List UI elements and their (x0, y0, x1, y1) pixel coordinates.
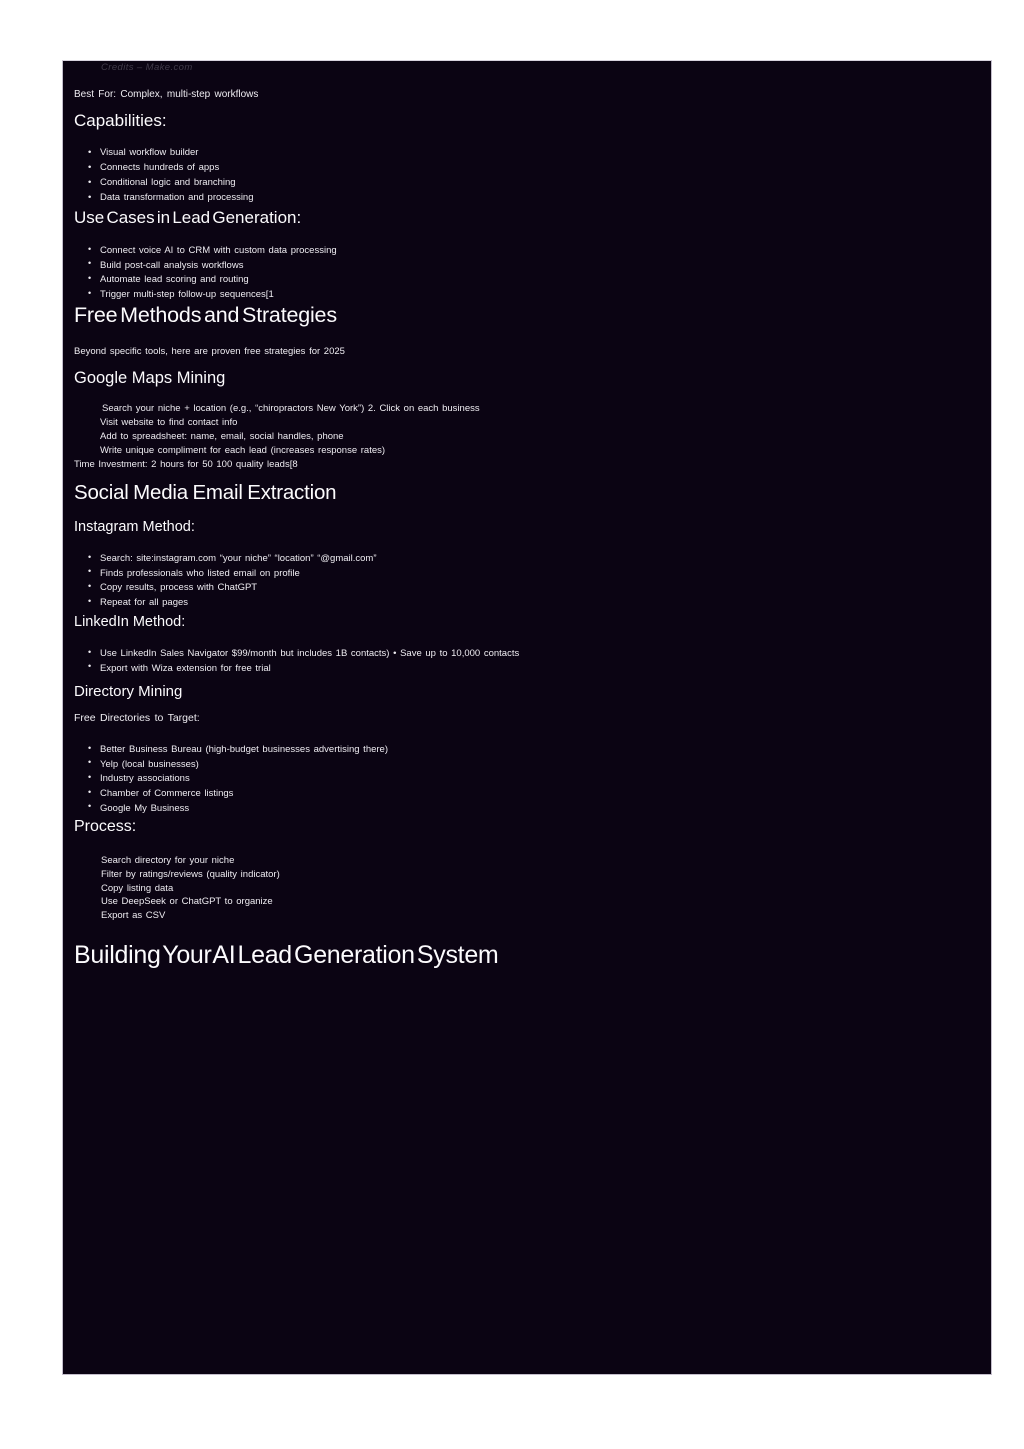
list-item-text: Search: site:instagram.com “your niche” “location” “@gmail.com” (100, 553, 377, 564)
list-item-text: Trigger multi-step follow-up sequences[1 (100, 289, 274, 301)
bullet-icon (88, 550, 91, 565)
bullet-icon (88, 564, 91, 579)
instagram-method-heading: Instagram Method: (74, 519, 195, 535)
free-methods-heading: Free Methods and Strategies (74, 303, 337, 327)
list-item (74, 647, 519, 662)
social-media-heading: Social Media Email Extraction (74, 481, 337, 504)
list-item (74, 802, 388, 817)
use-cases-list (74, 244, 337, 303)
google-maps-steps (74, 402, 480, 472)
list-item (74, 743, 388, 758)
bullet-icon (88, 579, 91, 594)
step-line: Search directory for your niche (101, 855, 235, 866)
linkedin-method-heading: LinkedIn Method: (74, 614, 186, 630)
bullet-icon (88, 145, 91, 160)
step-line: Copy listing data (101, 882, 174, 894)
step-line: Search your niche + location (e.g., “chiropractors New York”) 2. Click on each business (102, 403, 480, 414)
list-item-text: Better Business Bureau (high-budget businesses advertising there) (100, 744, 388, 755)
linkedin-method-list (74, 647, 519, 676)
list-item (74, 273, 337, 288)
directory-mining-heading: Directory Mining (74, 683, 183, 700)
list-item (74, 772, 388, 787)
google-maps-heading: Google Maps Mining (74, 369, 226, 387)
list-item-text: Export with Wiza extension for free trial (100, 662, 271, 674)
list-item (74, 145, 254, 160)
bullet-icon (88, 741, 91, 756)
list-item-text: Connects hundreds of apps (100, 162, 220, 173)
list-item-text: Build post-call analysis workflows (100, 259, 244, 271)
bullet-icon (88, 242, 91, 257)
list-item (74, 787, 388, 802)
directories-list (74, 743, 388, 817)
list-item (74, 259, 337, 274)
list-item-text: Connect voice AI to CRM with custom data processing (100, 245, 337, 256)
process-heading: Process: (74, 818, 137, 835)
list-item (74, 567, 377, 582)
list-item (74, 596, 377, 611)
time-investment-line: Time Investment: 2 hours for 50 100 quality leads[8 (74, 459, 298, 470)
step-line: Visit website to find contact info (100, 417, 238, 428)
process-steps (74, 854, 280, 923)
bullet-icon (88, 659, 91, 674)
list-item-text: Use LinkedIn Sales Navigator $99/month but includes 1B contacts) • Save up to 10,000 contacts (100, 648, 520, 659)
bullet-icon (88, 271, 91, 286)
building-system-heading: Building Your AI Lead Generation System (74, 941, 499, 969)
list-item-text: Industry associations (100, 773, 190, 785)
list-item (74, 190, 254, 205)
bullet-icon (88, 755, 91, 770)
step-line: Use DeepSeek or ChatGPT to organize (101, 896, 273, 908)
bullet-icon (88, 645, 91, 660)
bullet-icon (88, 785, 91, 800)
list-item-text: Conditional logic and branching (100, 177, 236, 188)
free-methods-intro: Beyond specific tools, here are proven free strategies for 2025 (74, 346, 345, 357)
capabilities-list (74, 145, 254, 205)
list-item-text: Google My Business (100, 802, 190, 814)
list-item (74, 244, 337, 259)
list-item-text: Repeat for all pages (100, 597, 189, 609)
step-line: Export as CSV (101, 910, 166, 922)
bullet-icon (88, 175, 91, 190)
bullet-icon (88, 256, 91, 271)
list-item (74, 758, 388, 773)
bullet-icon (88, 770, 91, 785)
list-item (74, 552, 377, 567)
list-item (74, 175, 254, 190)
step-line: Add to spreadsheet: name, email, social handles, phone (100, 431, 344, 442)
list-item (74, 160, 254, 175)
list-item-text: Finds professionals who listed email on profile (100, 567, 300, 579)
bullet-icon (88, 286, 91, 301)
capabilities-heading: Capabilities: (74, 111, 167, 130)
credits-line: Credits – Make.com (101, 62, 193, 73)
document-page (62, 60, 992, 1375)
best-for-line: Best For: Complex, multi-step workflows (74, 89, 259, 100)
list-item (74, 288, 337, 303)
list-item-text: Automate lead scoring and routing (100, 274, 249, 286)
bullet-icon (88, 190, 91, 205)
instagram-method-list (74, 552, 377, 611)
list-item (74, 581, 377, 596)
bullet-icon (88, 799, 91, 814)
step-line: Write unique compliment for each lead (increases response rates) (100, 445, 386, 456)
step-line: Filter by ratings/reviews (quality indicator) (101, 868, 280, 880)
free-directories-subheading: Free Directories to Target: (74, 712, 200, 724)
list-item-text: Data transformation and processing (100, 192, 254, 203)
list-item (74, 662, 519, 677)
list-item-text: Chamber of Commerce listings (100, 788, 234, 800)
use-cases-heading: Use Cases in Lead Generation: (74, 208, 302, 227)
bullet-icon (88, 594, 91, 609)
bullet-icon (88, 160, 91, 175)
list-item-text: Visual workflow builder (100, 147, 199, 158)
list-item-text: Yelp (local businesses) (100, 758, 199, 770)
list-item-text: Copy results, process with ChatGPT (100, 582, 258, 594)
